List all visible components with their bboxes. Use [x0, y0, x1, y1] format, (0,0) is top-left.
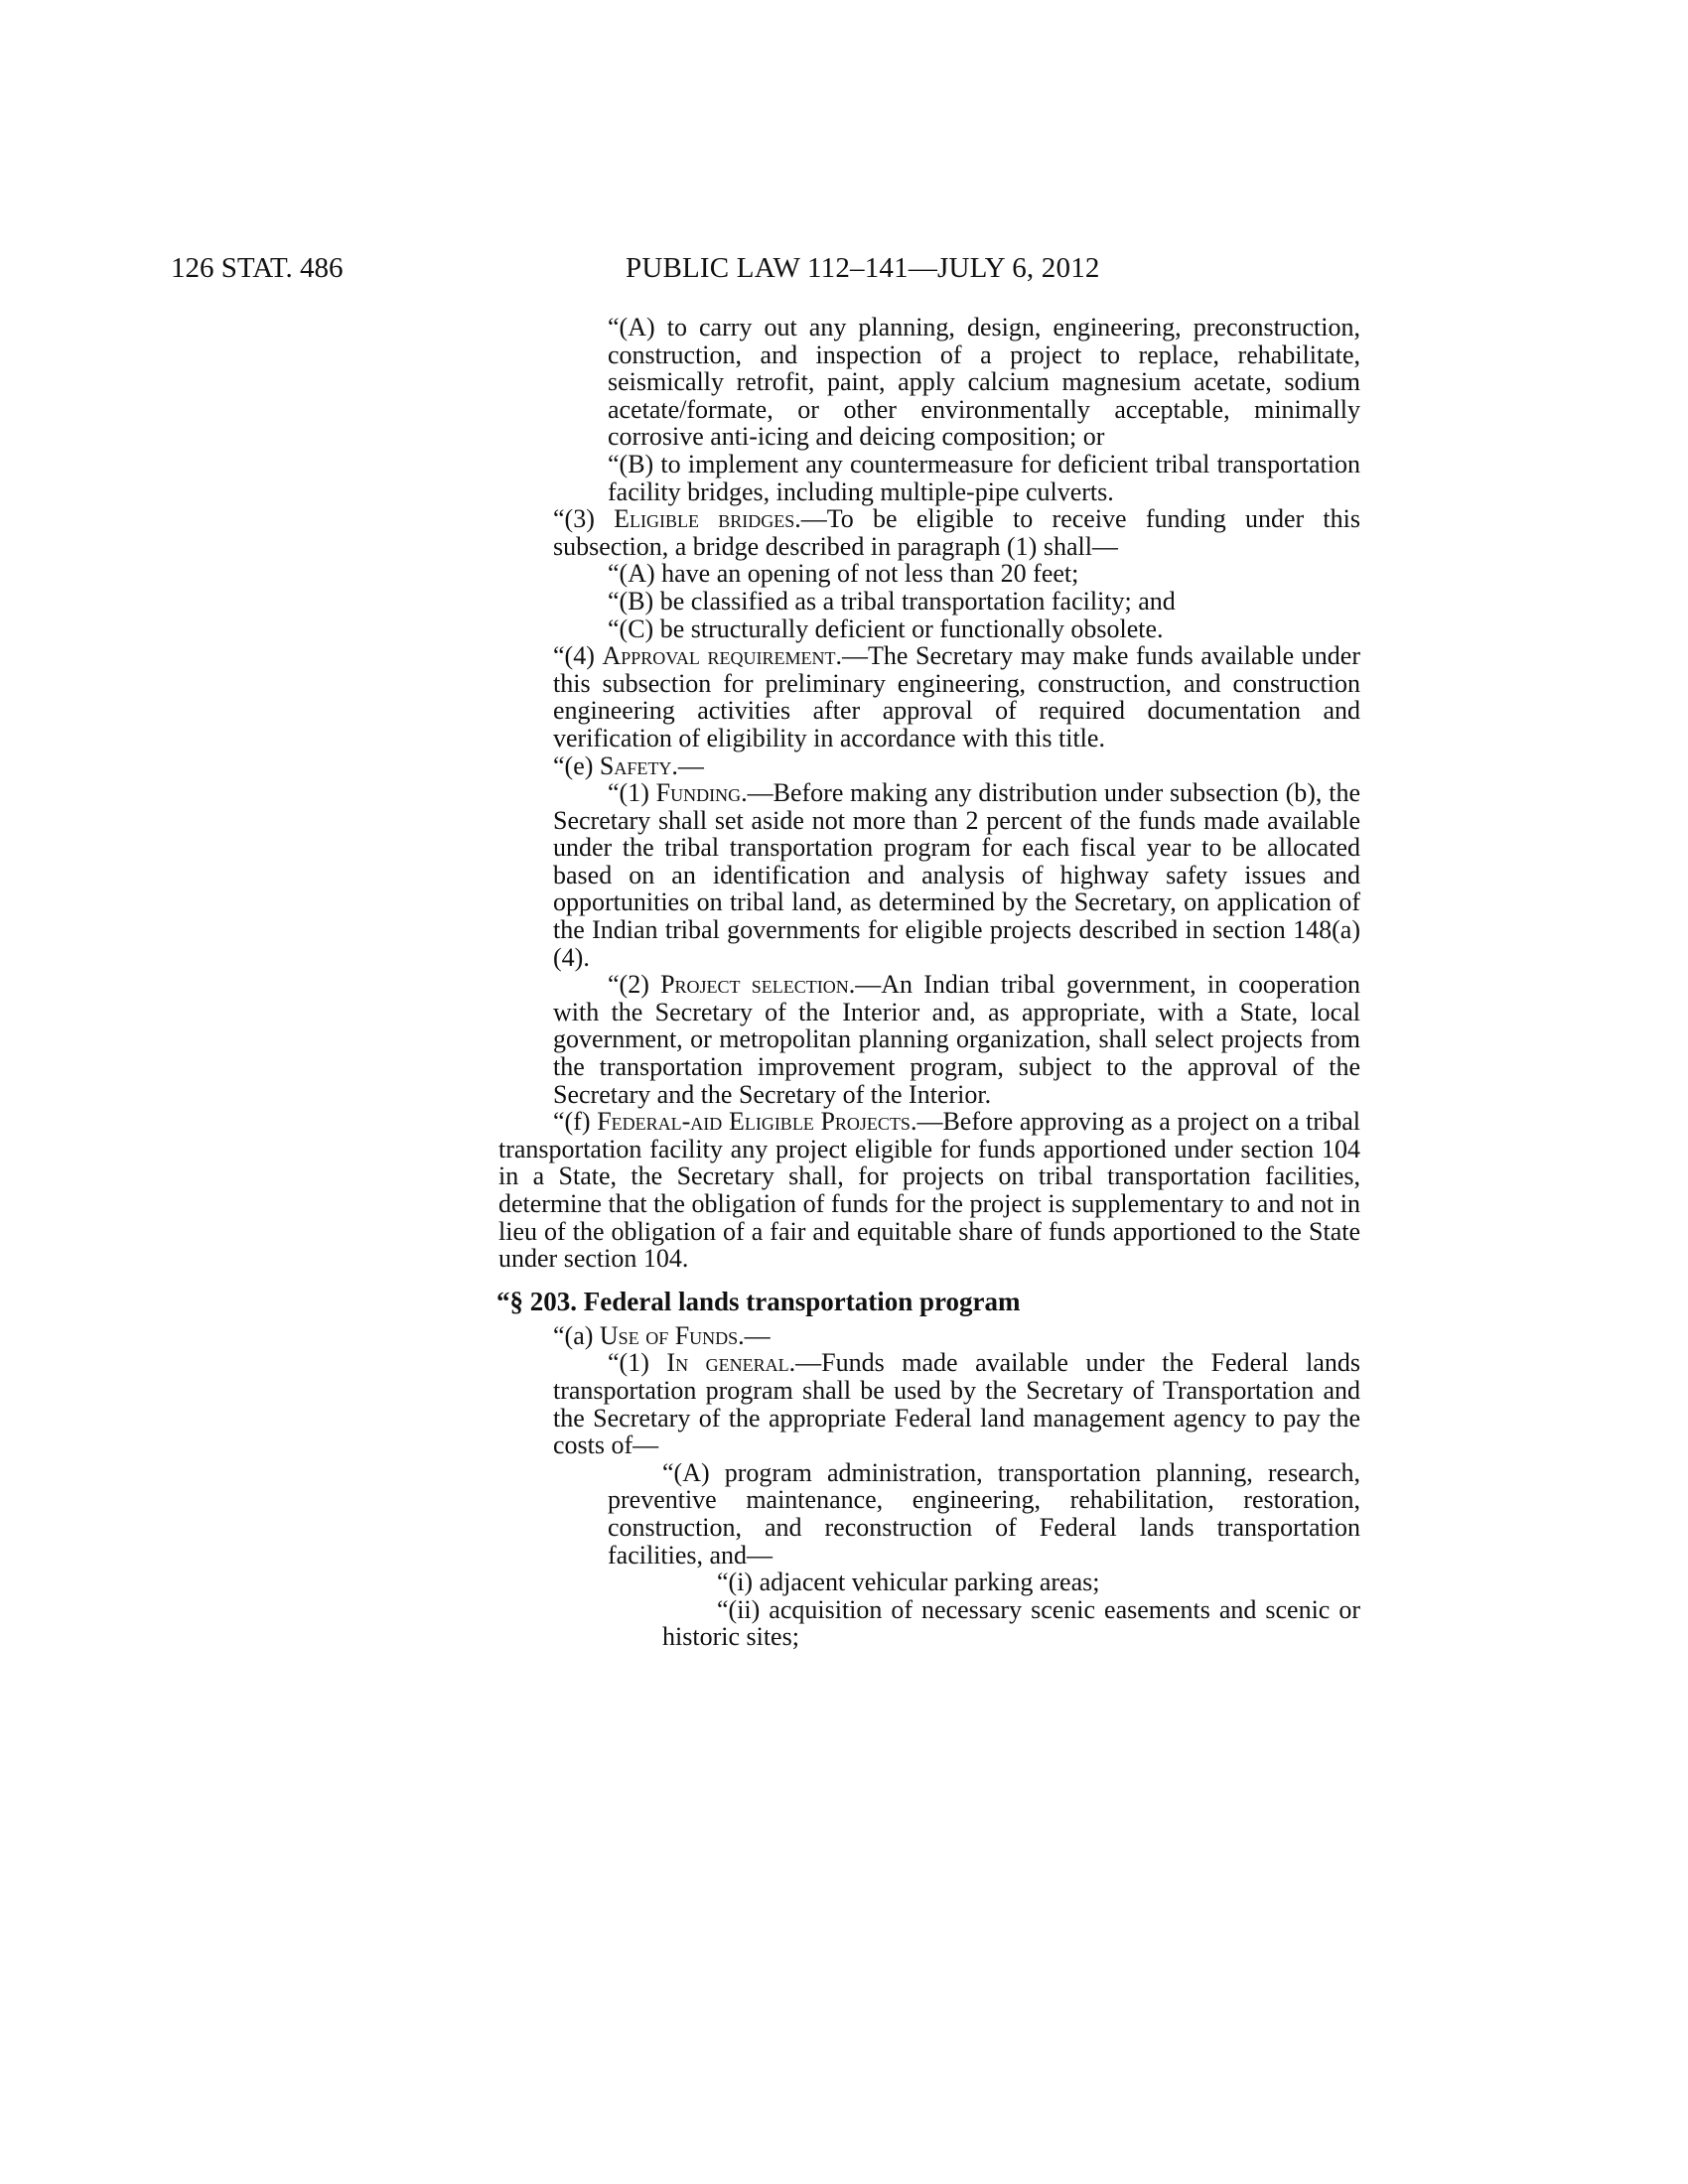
subsection-f-text: .—Before approving as a project on a tribal transportation facility any project eligible for funds apportioned under section 104 in a State, the Secretary shall, for projects on tribal transportation facilities, determine that the obligation of funds for the project is supplementary to and not in lieu of the obligation of a fair and equitable share of funds apportioned to the State under section 104. [498, 1107, 1361, 1274]
subsection-e-paragraph-1-number: “(1) [608, 778, 656, 808]
paragraph-3-item-b [608, 588, 1360, 615]
paragraph-3-item-b-text: “(B) be classified as a tribal transportation facility; and [608, 586, 1176, 615]
subsection-e-paragraph-2 [553, 971, 1360, 1108]
subsection-a-paragraph-1-item-a-text: “(A) program administration, transportation planning, research, preventive maintenance, engineering, rehabilitation, restoration, construction, and reconstruction of Federal lands transportation facilities, and— [608, 1457, 1360, 1570]
subsection-e [553, 752, 1360, 780]
paragraph-3-item-a-text: “(A) have an opening of not less than 20 feet; [608, 559, 1079, 589]
subsection-e-paragraph-1-text: .—Before making any distribution under subsection (b), the Secretary shall set aside not more than 2 percent of the funds made available under the tribal transportation program for each fiscal year to be allocated based on an identification and analysis of highway safety issues and opportunities on tribal land, as determined by the Secretary, on application of the Indian tribal governments for eligible projects described in section 148(a)(4). [553, 778, 1361, 972]
paragraph-3-number: “(3) [553, 504, 615, 534]
page-header [171, 248, 1362, 288]
subsection-e-paragraph-2-number: “(2) [608, 970, 661, 1000]
clause-ii [662, 1596, 1360, 1651]
clause-i [662, 1569, 1360, 1596]
clause-i-text: “(i) adjacent vehicular parking areas; [717, 1568, 1100, 1597]
subsection-e-paragraph-2-heading: Project selection [660, 970, 849, 1000]
document-body [0, 314, 1688, 1651]
subsection-a [553, 1322, 1360, 1350]
subsection-e-heading: Safety [599, 751, 672, 780]
subsection-a-dash: .— [738, 1320, 771, 1350]
running-title: PUBLIC LAW 112–141—JULY 6, 2012 [626, 252, 1100, 284]
subparagraph-b-text: “(B) to implement any countermeasure for deficient tribal transportation facility bridges, including multiple-pipe culverts. [608, 449, 1360, 506]
subsection-a-number: “(a) [553, 1320, 600, 1350]
subsection-e-paragraph-1-heading: Funding [655, 778, 742, 808]
subsection-e-paragraph-2-text: .—An Indian tribal government, in cooperation with the Secretary of the Interior and, as appropriate, with a State, local government, or metropolitan planning organization, shall select projects from the transportation improvement program, subject to the approval of the Secretary and the Secretary of the Interior. [553, 970, 1361, 1109]
subsection-a-paragraph-1-text: .—Funds made available under the Federal lands transportation program shall be used by the Secretary of Transportation and the Secretary of the appropriate Federal land management agency to pay the costs of— [553, 1348, 1360, 1460]
paragraph-3-item-a [608, 560, 1360, 588]
paragraph-3-item-c [608, 615, 1360, 643]
clause-ii-text: “(ii) acquisition of necessary scenic easements and scenic or historic sites; [662, 1594, 1360, 1652]
subsection-a-paragraph-1-item-a [608, 1459, 1360, 1569]
paragraph-4-number: “(4) [553, 641, 603, 671]
statute-page-reference: 126 STAT. 486 [171, 252, 344, 284]
subparagraph-a [608, 314, 1360, 451]
paragraph-3-item-c-text: “(C) be structurally deficient or functionally obsolete. [608, 614, 1164, 643]
subsection-a-paragraph-1-heading: In general [666, 1348, 789, 1378]
subparagraph-b [608, 451, 1360, 505]
subparagraph-a-text: “(A) to carry out any planning, design, engineering, preconstruction, construction, and inspection of a project to replace, rehabilitate, seismically retrofit, paint, apply calcium magnesium acetate, sodium acetate/formate, or other environmentally acceptable, minimally corrosive anti-icing and deicing composition; or [608, 313, 1360, 452]
subsection-a-heading: Use of Funds [599, 1320, 739, 1350]
subsection-a-paragraph-1 [553, 1349, 1360, 1458]
paragraph-3-heading: Eligible bridges [614, 504, 795, 534]
paragraph-4 [553, 642, 1360, 751]
subsection-e-dash: .— [671, 751, 704, 780]
paragraph-3-text: .—To be eligible to receive funding under this subsection, a bridge described in paragraph (1) shall— [553, 504, 1360, 561]
paragraph-4-heading: Approval requirement [602, 641, 836, 671]
subsection-a-paragraph-1-number: “(1) [608, 1348, 667, 1378]
subsection-f [498, 1108, 1360, 1273]
section-203-heading: “§ 203. Federal lands transportation program [496, 1286, 1021, 1316]
subsection-f-number: “(f) [553, 1107, 598, 1137]
paragraph-3 [553, 505, 1360, 560]
subsection-e-number: “(e) [553, 751, 600, 780]
subsection-f-heading: Federal-aid Eligible Projects [597, 1107, 911, 1137]
subsection-e-paragraph-1 [553, 779, 1360, 971]
paragraph-4-text: .—The Secretary may make funds available under this subsection for preliminary engineering, construction, and construction engineering activities after approval of required documentation and verification of eligibility in accordance with this title. [553, 641, 1360, 752]
